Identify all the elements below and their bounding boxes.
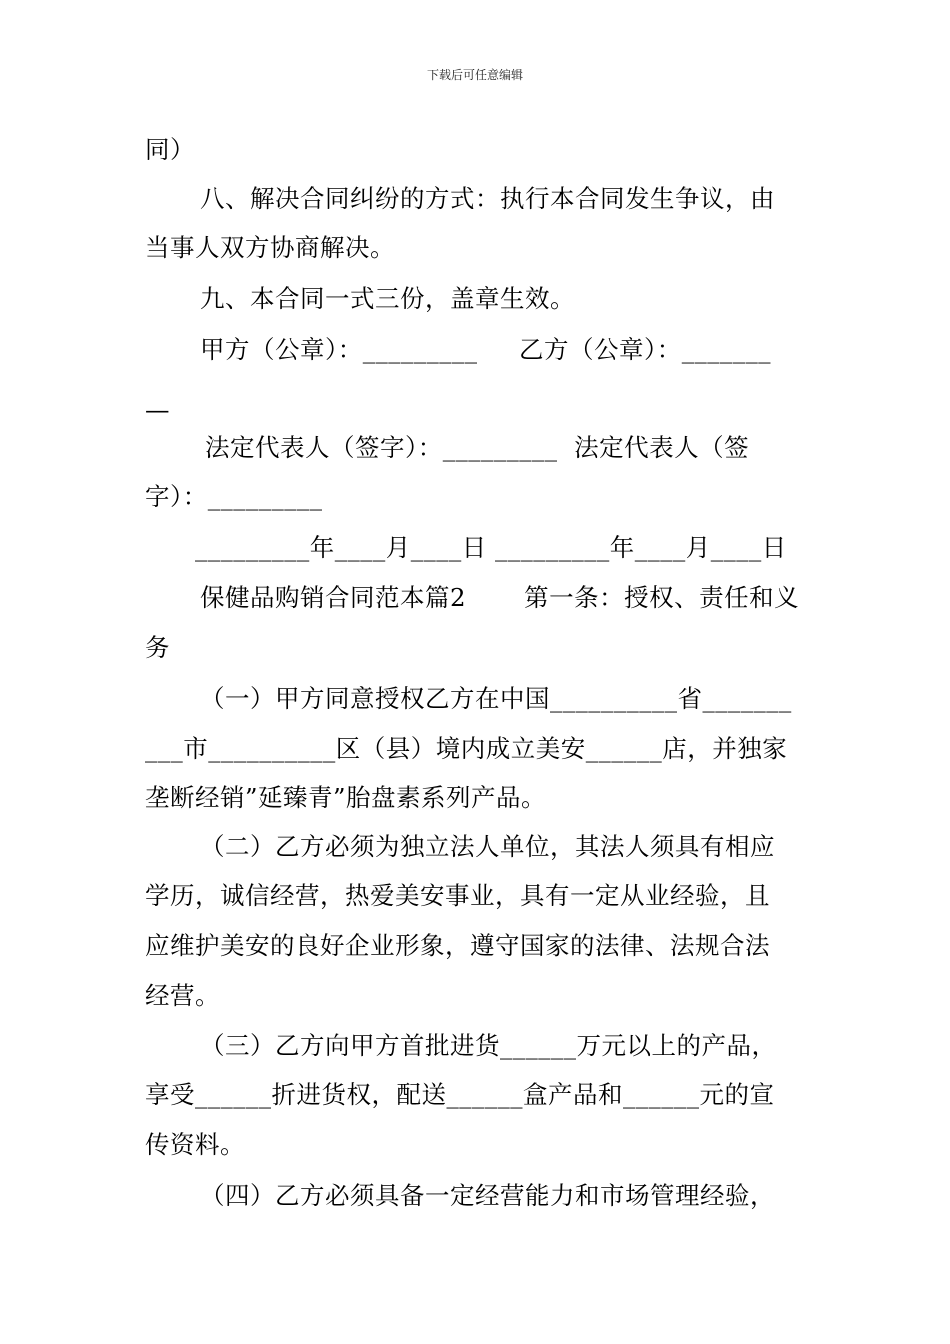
paragraph-line: 八、解决合同纠纷的方式：执行本合同发生争议，由 [200,184,775,213]
paragraph-line: 同） [145,135,195,164]
paragraph-line: 享受______折进货权，配送______盒产品和______元的宣 [145,1080,775,1109]
paragraph-line: （一）甲方同意授权乙方在中国__________省_______ [200,684,792,713]
section-heading: 保健品购销合同范本篇2 第一条：授权、责任和义 [200,583,800,612]
signature-line: — [145,395,170,424]
signature-line: 字）：_________ [145,482,323,511]
paragraph-line: 应维护美安的良好企业形象，遵守国家的法律、法规合法 [145,931,770,960]
section-heading: 务 [145,633,170,662]
signature-line: 甲方（公章）：_________ 乙方（公章）：_______ [200,335,771,364]
paragraph-line: 经营。 [145,981,220,1010]
paragraph-line: （四）乙方必须具备一定经营能力和市场管理经验， [200,1181,775,1210]
paragraph-line: ___市__________区（县）境内成立美安______店，并独家 [145,734,788,763]
date-line: _________年____月____日 _________年____月____日 [195,533,787,562]
signature-line: 法定代表人（签字）：_________ 法定代表人（签 [205,433,750,462]
paragraph-line: 学历，诚信经营，热爱美安事业，具有一定从业经验，且 [145,881,770,910]
paragraph-line: 垄断经销”延臻青”胎盘素系列产品。 [145,783,547,812]
paragraph-line: （三）乙方向甲方首批进货______万元以上的产品， [200,1031,777,1060]
paragraph-line: 传资料。 [145,1130,245,1159]
paragraph-line: 当事人双方协商解决。 [145,233,395,262]
page-header-note: 下载后可任意编辑 [426,68,523,82]
paragraph-line: （二）乙方必须为独立法人单位，其法人须具有相应 [200,832,775,861]
paragraph-line: 九、本合同一式三份，盖章生效。 [200,284,575,313]
